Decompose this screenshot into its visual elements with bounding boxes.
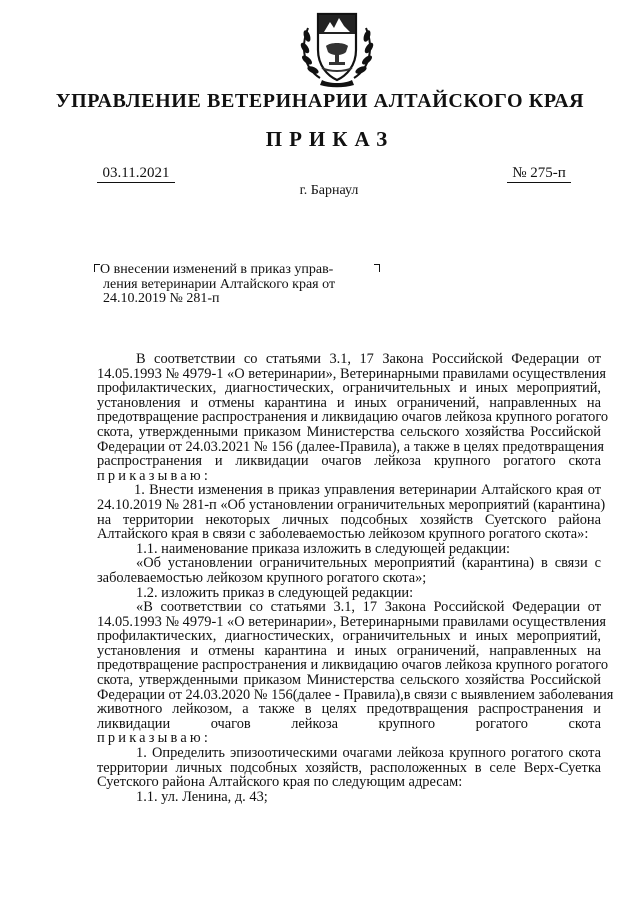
subject-line: ления ветеринарии Алтайского края от xyxy=(103,276,336,292)
body-text-line: Суетского района Алтайского края по следующим адресам: xyxy=(97,774,463,791)
body-text-line: 24.10.2019 № 281-п «Об установлении ограничительных мероприятий (карантина) xyxy=(97,496,606,513)
subject-line: 24.10.2019 № 281-п xyxy=(103,291,220,306)
body-text-line: 1.1. ул. Ленина, д. 43; xyxy=(136,788,268,805)
body-text-line: 1. Определить эпизоотическими очагами лейкоза крупного рогатого скота xyxy=(136,745,601,762)
body-text-line: приказываю: xyxy=(97,467,212,484)
body-text-line: профилактических, диагностических, ограничительных и иных мероприятий, xyxy=(97,628,601,645)
body-text-line: 1.1. наименование приказа изложить в следующей редакции: xyxy=(136,540,511,557)
body-text-line: скота, утвержденными приказом Министерства сельского хозяйства Российской xyxy=(97,423,601,440)
body-text-line: предотвращение распространения и ликвидацию очагов лейкоза крупного рогатого xyxy=(97,409,609,426)
body-text-line: распространения и ликвидации очагов лейкоза крупного рогатого скота xyxy=(97,453,601,470)
body-text-line: «Об установлении ограничительных мероприятий (карантина) в связи с xyxy=(136,555,601,572)
order-number: № 275-п xyxy=(507,164,571,183)
body-text-line: Алтайского края в связи с заболеваемостью лейкозом крупного рогатого скота»: xyxy=(97,526,589,543)
body-text-line: Федерации от 24.03.2020 № 156(далее - Правила),в связи с выявлением заболевания xyxy=(97,686,614,703)
document-type-title: ПРИКАЗ xyxy=(265,127,395,151)
body-text-line: 14.05.1993 № 4979-1 «О ветеринарии», Ветеринарными правилами осуществления xyxy=(97,613,606,630)
body-text-line: заболеваемостью лейкозом крупного рогатого скота»; xyxy=(97,569,427,586)
body-text-line: 14.05.1993 № 4979-1 «О ветеринарии», Ветеринарными правилами осуществления xyxy=(97,365,606,382)
coat-of-arms-emblem xyxy=(298,6,376,88)
body-text-line: скота, утвержденными приказом Министерства сельского хозяйства Российской xyxy=(97,672,601,689)
city-name: г. Барнаул xyxy=(299,183,359,198)
subject-bracket-right xyxy=(374,264,380,272)
organization-name: УПРАВЛЕНИЕ ВЕТЕРИНАРИИ АЛТАЙСКОГО КРАЯ xyxy=(55,90,585,112)
body-text-line: 1.2. изложить приказ в следующей редакции: xyxy=(136,584,414,601)
subject-line: О внесении изменений в приказ управ- xyxy=(100,262,334,277)
order-date: 03.11.2021 xyxy=(97,164,175,183)
body-text-line: «В соответствии со статьями 3.1, 17 Закона Российской Федерации от xyxy=(136,599,601,616)
subject-bracket-left xyxy=(94,264,100,272)
body-text-line: 1. Внести изменения в приказ управления ветеринарии Алтайского края от xyxy=(134,482,601,499)
body-text-line: Федерации от 24.03.2021 № 156 (далее-Правила), а также в целях предотвращения xyxy=(97,438,604,455)
body-text-line: территории личных подсобных хозяйств, расположенных в селе Верх-Суетка xyxy=(97,759,601,776)
body-text-line: предотвращение распространения и ликвидацию очагов лейкоза крупного рогатого xyxy=(97,657,609,674)
body-text-line: В соответствии со статьями 3.1, 17 Закона Российской Федерации от xyxy=(136,351,601,367)
order-subject xyxy=(100,263,372,307)
body-text-line: профилактических, диагностических, ограничительных и иных мероприятий, xyxy=(97,380,601,397)
body-text-line: установления и отмены карантина и иных ограничений, направленных на xyxy=(97,394,601,411)
body-text-line: приказываю: xyxy=(97,730,212,747)
body-text-line: животного лейкозом, а также в целях предотвращения распространения и xyxy=(97,701,601,718)
body-text-line: ликвидации очагов лейкоза крупного рогатого скота xyxy=(97,715,601,732)
body-text-line: на территории некоторых личных подсобных хозяйств Суетского района xyxy=(97,511,601,528)
order-body-text xyxy=(97,351,614,805)
body-text-line: установления и отмены карантина и иных ограничений, направленных на xyxy=(97,642,601,659)
